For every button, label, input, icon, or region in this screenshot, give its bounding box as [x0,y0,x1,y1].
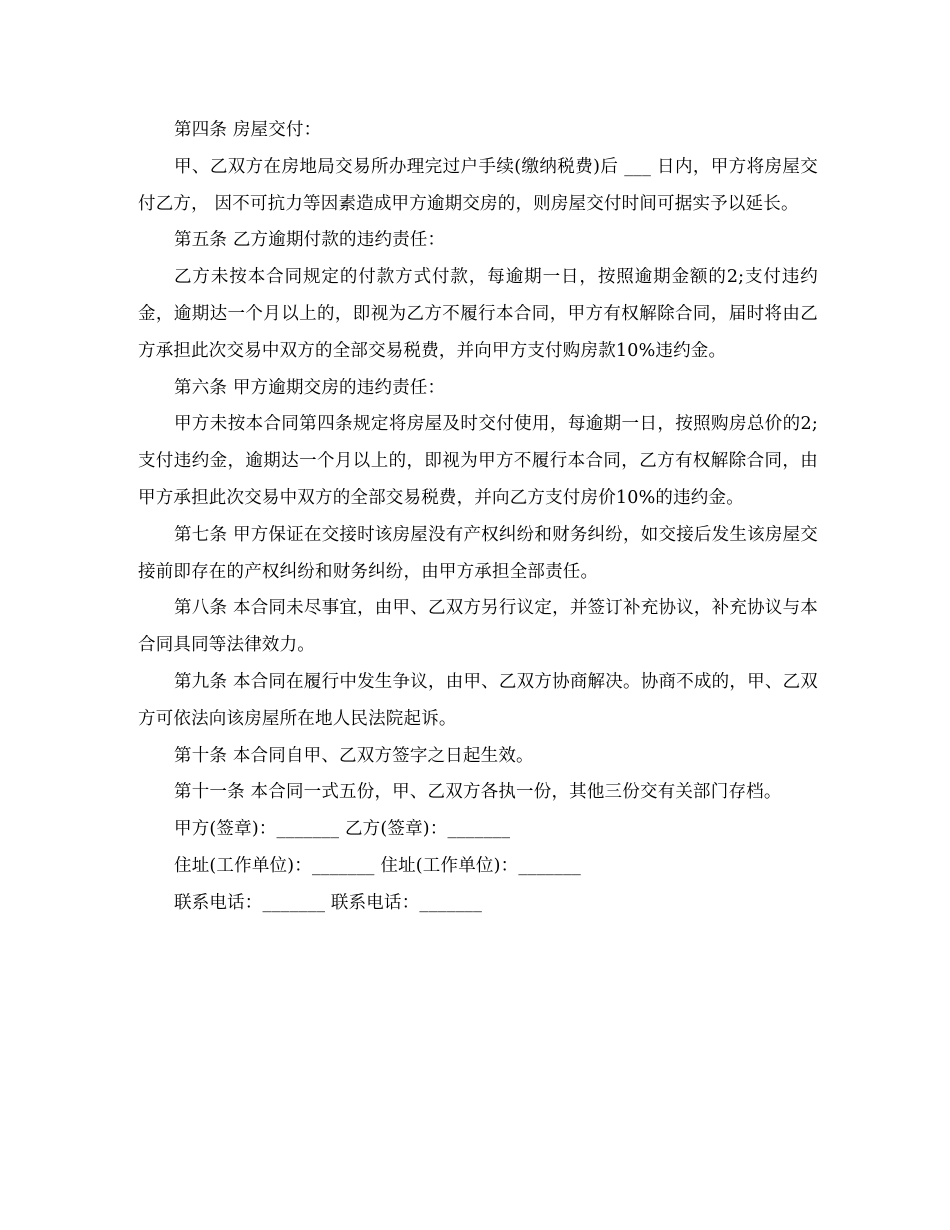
signature-line-address: 住址(工作单位)：_______ 住址(工作单位)：_______ [174,855,581,876]
clause-6-heading: 第六条 甲方逾期交房的违约责任： [174,377,446,398]
clause-6-text: 甲方未按本合同第四条规定将房屋及时交付使用，每逾期一日，按照购房总价的2;支付违约金，逾期达一个月以上的，即视为甲方不履行本合同，乙方有权解除合同，由甲方承担此次交易中双方的全部交易税费，并向乙方支付房价10%的违约金。 [138,414,818,508]
clause-7-text: 第七条 甲方保证在交接时该房屋没有产权纠纷和财务纠纷，如交接后发生该房屋交接前即存在的产权纠纷和财务纠纷，由甲方承担全部责任。 [138,524,818,582]
contract-body [138,112,818,922]
clause-11-text: 第十一条 本合同一式五份，甲、乙双方各执一份，其他三份交有关部门存档。 [174,782,782,803]
signature-line-phone: 联系电话：_______ 联系电话：_______ [174,892,483,913]
clause-4-text: 甲、乙双方在房地局交易所办理完过户手续(缴纳税费)后 ___ 日内，甲方将房屋交付乙方， 因不可抗力等因素造成甲方逾期交房的，则房屋交付时间可据实予以延长。 [138,156,818,214]
clause-8-text: 第八条 本合同未尽事宜，由甲、乙双方另行议定，并签订补充协议，补充协议与本合同具同等法律效力。 [138,598,818,656]
clause-5-heading: 第五条 乙方逾期付款的违约责任： [174,230,446,251]
clause-4-heading: 第四条 房屋交付： [174,120,322,140]
clause-9-text: 第九条 本合同在履行中发生争议，由甲、乙双方协商解决。协商不成的，甲、乙双方可依法向该房屋所在地人民法院起诉。 [138,671,818,729]
signature-line-party-a-b: 甲方(签章)：_______ 乙方(签章)：_______ [174,819,511,840]
clause-5-text: 乙方未按本合同规定的付款方式付款，每逾期一日，按照逾期金额的2;支付违约金，逾期达一个月以上的，即视为乙方不履行本合同，甲方有权解除合同，届时将由乙方承担此次交易中双方的全部交易税费，并向甲方支付购房款10%违约金。 [138,267,818,361]
clause-10-text: 第十条 本合同自甲、乙双方签字之日起生效。 [174,745,534,766]
